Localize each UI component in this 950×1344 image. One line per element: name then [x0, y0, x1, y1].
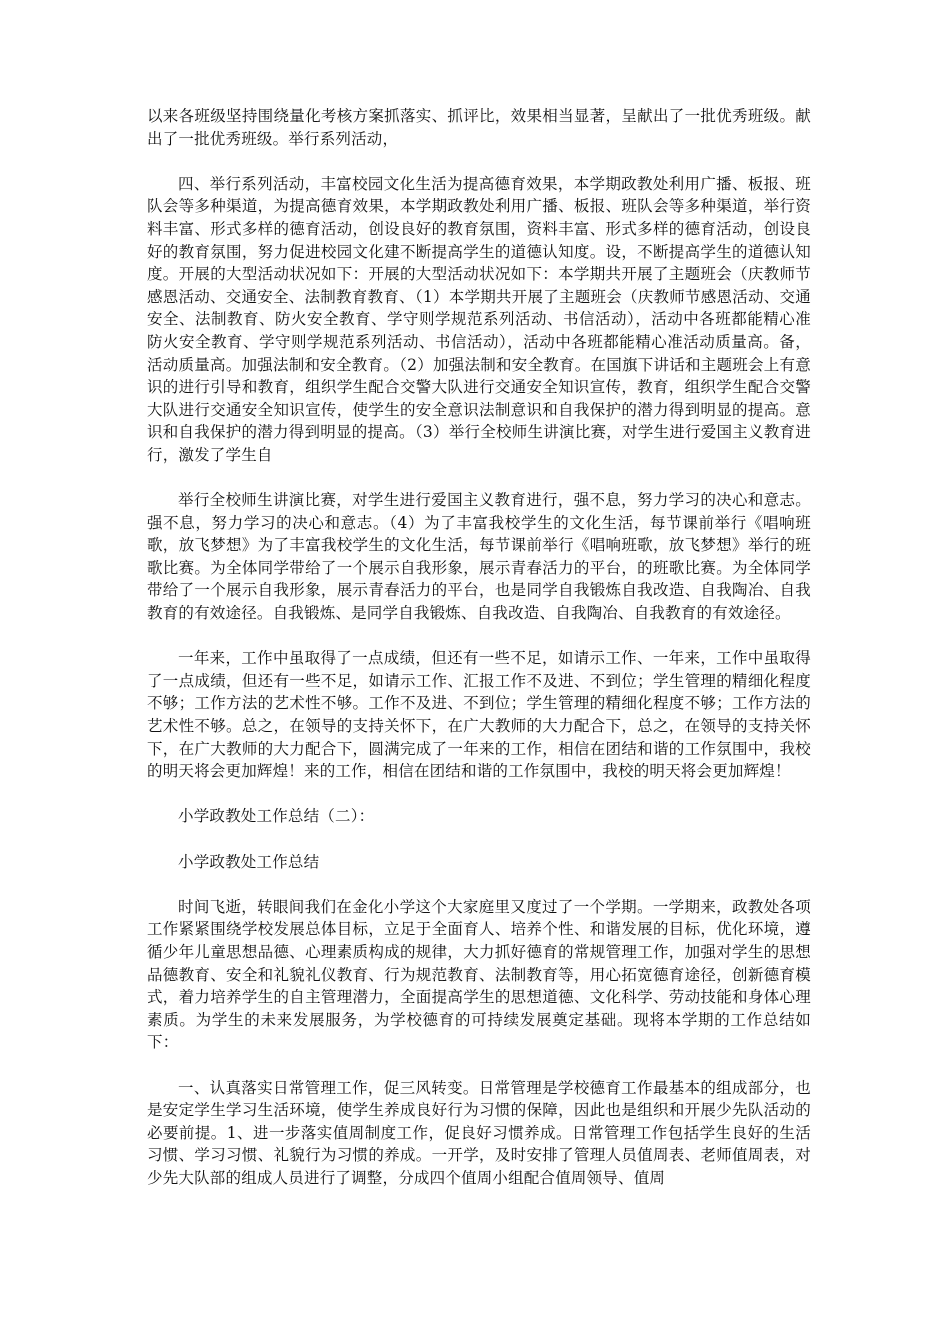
- paragraph-section-1: 一、认真落实日常管理工作，促三风转变。日常管理是学校德育工作最基本的组成部分，也是安定学生学习生活环境，使学生养成良好行为习惯的保障，因此也是组织和开展少先队活动的必要前提。1、进一步落实值周制度工作，促良好习惯养成。日常管理工作包括学生良好的生活习惯、学习习惯、礼貌行为习惯的养成。一开学，及时安排了管理人员值周表、老师值周表，对少先大队部的组成人员进行了调整，分成四个值周小组配合值周领导、值周: [147, 1078, 811, 1187]
- section-subtitle: 小学政教处工作总结: [178, 852, 320, 871]
- paragraph-3: 举行全校师生讲演比赛，对学生进行爱国主义教育进行，强不息，努力学习的决心和意志。强不息，努力学习的决心和意志。（4）为了丰富我校学生的文化生活，每节课前举行《唱响班歌，放飞梦想》为了丰富我校学生的文化生活，每节课前举行《唱响班歌，放飞梦想》举行的班歌比赛。为全体同学带给了一个展示自我形象，展示青春活力的平台，的班歌比赛。为全体同学带给了一个展示自我形象，展示青春活力的平台，也是同学自我锻炼自我改造、自我陶冶、自我教育的有效途径。自我锻炼、是同学自我锻炼、自我改造、自我陶冶、自我教育的有效途径。: [147, 491, 811, 623]
- paragraph-intro: 时间飞逝，转眼间我们在金化小学这个大家庭里又度过了一个学期。一学期来，政教处各项工作紧紧围绕学校发展总体目标，立足于全面育人、培养个性、和谐发展的目标，优化环境，遵循少年儿童思想品德、心理素质构成的规律，大力抓好德育的常规管理工作，加强对学生的思想品德教育、安全和礼貌礼仪教育、行为规范教育、法制教育等，用心拓宽德育途径，创新德育模式，着力培养学生的自主管理潜力，全面提高学生的思想道德、文化科学、劳动技能和身体心理素质。为学生的未来发展服务，为学校德育的可持续发展奠定基础。现将本学期的工作总结如下：: [147, 897, 811, 1052]
- paragraph-2: 四、举行系列活动，丰富校园文化生活为提高德育效果，本学期政教处利用广播、板报、班队会等多种渠道，为提高德育效果，本学期政教处利用广播、板报、班队会等多种渠道，举行资料丰富、形式多样的德育活动，创设良好的教育氛围，资料丰富、形式多样的德育活动，创设良好的教育氛围，努力促进校园文化建不断提高学生的道德认知度。设，不断提高学生的道德认知度。开展的大型活动状况如下：开展的大型活动状况如下：本学期共开展了主题班会（庆教师节感恩活动、交通安全、法制教育教育、（1）本学期共开展了主题班会（庆教师节感恩活动、交通安全、法制教育、防火安全教育、学守则学规范系列活动、书信活动），活动中各班都能精心准防火安全教育、学守则学规范系列活动、书信活动），活动中各班都能精心准活动质量高。备，活动质量高。加强法制和安全教育。（2）加强法制和安全教育。在国旗下讲话和主题班会上有意识的进行引导和教育，组织学生配合交警大队进行交通安全知识宣传，教育，组织学生配合交警大队进行交通安全知识宣传，使学生的安全意识法制意识和自我保护的潜力得到明显的提高。意识和自我保护的潜力得到明显的提高。（3）举行全校师生讲演比赛，对学生进行爱国主义教育进行，激发了学生自: [147, 174, 811, 464]
- paragraph-4: 一年来，工作中虽取得了一点成绩，但还有一些不足，如请示工作、一年来，工作中虽取得了一点成绩，但还有一些不足，如请示工作、汇报工作不及进、不到位；学生管理的精细化程度不够；工作方法的艺术性不够。工作不及进、不到位；学生管理的精细化程度不够；工作方法的艺术性不够。总之，在领导的支持关怀下，在广大教师的大力配合下，总之，在领导的支持关怀下，在广大教师的大力配合下，圆满完成了一年来的工作，相信在团结和谐的工作氛围中，我校的明天将会更加辉煌！来的工作，相信在团结和谐的工作氛围中，我校的明天将会更加辉煌！: [147, 649, 811, 781]
- document-body: [147, 105, 811, 1212]
- section-heading-2: 小学政教处工作总结（二）：: [178, 807, 375, 826]
- paragraph-1: 以来各班级坚持围绕量化考核方案抓落实、抓评比，效果相当显著，呈献出了一批优秀班级。献出了一批优秀班级。举行系列活动，: [147, 107, 811, 148]
